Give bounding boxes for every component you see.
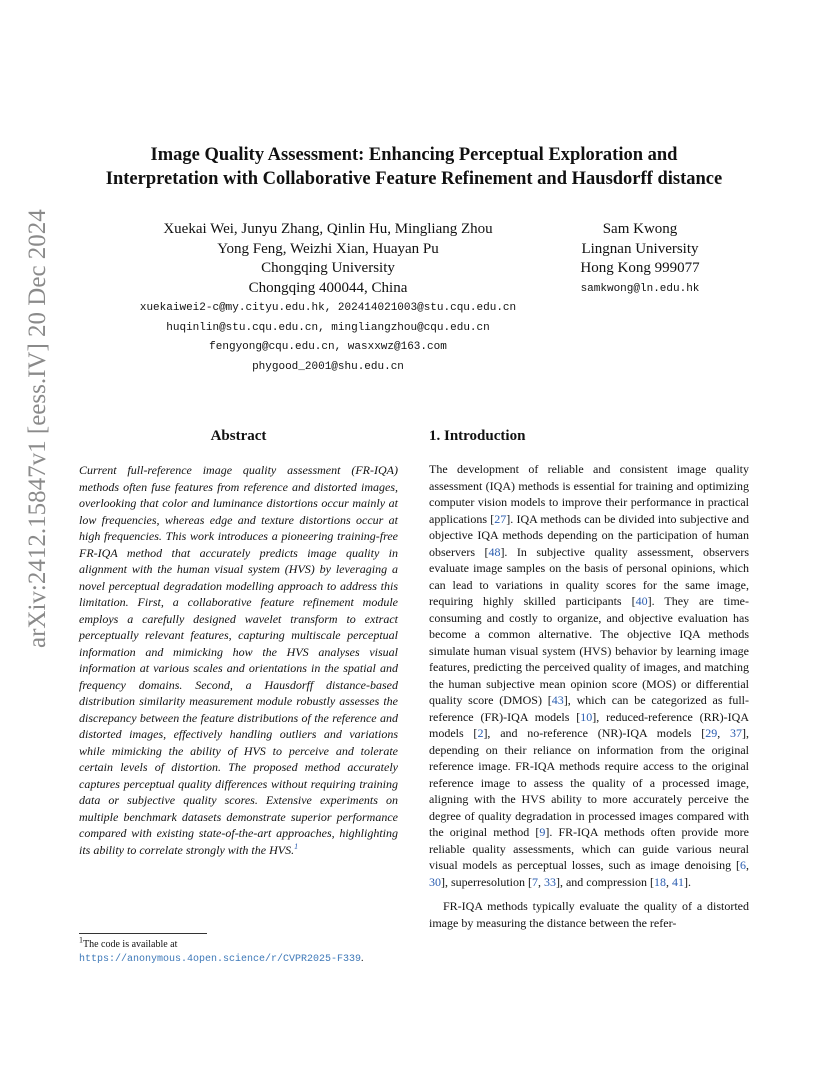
- citation-link[interactable]: 18: [653, 874, 666, 889]
- citation-link[interactable]: 41: [671, 874, 684, 889]
- introduction-text-segment: The development of reliable and consistent image quality assessment (IQA) methods is essential for training and optimizing computer vision models to improve their performance in practical applications [: [429, 462, 749, 526]
- introduction-body: [429, 461, 749, 931]
- introduction-text-segment: ]. IQA methods can be divided into subjective and objective IQA methods depending on the participation of human observers [: [429, 511, 749, 559]
- author-block-main: [120, 220, 536, 298]
- footnote-mark: 1: [79, 935, 83, 945]
- introduction-heading: 1. Introduction: [429, 428, 526, 444]
- paper-title: [60, 143, 768, 191]
- side-author-email: samkwong@ln.edu.hk: [580, 282, 700, 295]
- citation-link[interactable]: 7: [531, 874, 538, 889]
- introduction-text-segment: ], reduced-reference (RR)-IQA models [: [429, 709, 749, 740]
- email-line-1: xuekaiwei2-c@my.cityu.edu.hk, 202414021003@stu.cqu.edu.cn: [139, 302, 517, 314]
- introduction-text-segment: ], and no-reference (NR)-IQA models [: [483, 726, 706, 740]
- citation-link[interactable]: 2: [477, 726, 484, 740]
- introduction-text-segment: ], depending on their reliance on information from the original reference image. FR-IQA methods require access to the original reference image to assess the quality of a processed image, aligning with the HVS ability to more accurately perceive the degree of quality degradation in processed images compared with the original method [: [429, 726, 750, 839]
- introduction-text-segment: ], which can be categorized as full-reference (FR)-IQA models [: [429, 693, 749, 724]
- introduction-text-segment: ]. In subjective quality assessment, observers evaluate image samples on the basis of personal opinions, which can lead to variations in quality scores for the same image, requiring highly skilled participants [: [429, 544, 749, 608]
- author-names-line-2: Yong Feng, Weizhi Xian, Huayan Pu: [217, 240, 439, 257]
- introduction-text-segment: ,: [717, 726, 731, 740]
- code-link[interactable]: https://anonymous.4open.science/r/CVPR2025-F339: [79, 954, 362, 965]
- title-line-2: Interpretation with Collaborative Feature Refinement and Hausdorff distance: [105, 169, 723, 189]
- introduction-paragraph-1: [429, 461, 749, 890]
- citation-link[interactable]: 43: [551, 693, 564, 707]
- introduction-text-segment: ], and compression [: [555, 874, 654, 889]
- left-column: [79, 427, 398, 858]
- citation-link[interactable]: 27: [494, 511, 507, 526]
- title-line-1: Image Quality Assessment: Enhancing Perceptual Exploration and: [150, 145, 678, 165]
- citation-link[interactable]: 9: [539, 825, 546, 839]
- author-emails: [100, 299, 556, 377]
- citation-link[interactable]: 6: [740, 858, 746, 872]
- author-names-line-1: Xuekai Wei, Junyu Zhang, Qinlin Hu, Mingliang Zhou: [163, 221, 493, 237]
- citation-link[interactable]: 29: [705, 726, 718, 740]
- side-author-name: Sam Kwong: [602, 221, 678, 237]
- author-block-side: [560, 220, 720, 299]
- abstract-footnote-mark[interactable]: 1: [294, 841, 299, 851]
- footnote-text: The code is available at: [83, 939, 178, 950]
- introduction-text-segment: ], superresolution [: [441, 874, 532, 889]
- footnote-end: .: [361, 953, 364, 964]
- affiliation-name: Chongqing University: [261, 260, 395, 276]
- side-affiliation-name: Lingnan University: [581, 240, 699, 257]
- footnote: [79, 933, 398, 967]
- footnote-rule: [79, 933, 207, 934]
- email-line-4: phygood_2001@shu.edu.cn: [252, 360, 404, 373]
- introduction-text-segment: ,: [537, 874, 544, 889]
- abstract-body: [79, 462, 398, 858]
- introduction-text-segment: ,: [746, 858, 749, 872]
- citation-link[interactable]: 37: [730, 726, 743, 740]
- introduction-paragraph-2: FR-IQA methods typically evaluate the quality of a distorted image by measuring the distance between the refer-: [429, 899, 749, 930]
- side-affiliation-address: Hong Kong 999077: [580, 260, 700, 276]
- introduction-text-segment: ]. FR-IQA methods often provide more reliable quality assessments, which can guide various neural visual models as perceptual losses, such as image denoising [: [429, 825, 749, 872]
- introduction-text-segment: ,: [665, 874, 672, 889]
- arxiv-identifier: arXiv:2412.15847v1 [eess.IV] 20 Dec 2024: [24, 209, 51, 648]
- citation-link[interactable]: 10: [580, 709, 593, 724]
- abstract-heading: Abstract: [210, 428, 267, 444]
- introduction-text-segment: ].: [683, 874, 691, 889]
- introduction-text-segment: ]. They are time-consuming and costly to organize, and objective evaluation has become a common alternative. The objective IQA methods simulate human visual system (HVS) behavior by learning image features, predicting the perceived quality of images, and matching the human subjective mean opinion score (MOS) or differential quality score (DMOS) [: [429, 594, 749, 707]
- right-column: [429, 427, 749, 931]
- citation-link[interactable]: 48: [488, 544, 501, 559]
- email-line-3: fengyong@cqu.edu.cn, wasxxwz@163.com: [209, 341, 447, 353]
- affiliation-address: Chongqing 400044, China: [248, 279, 408, 296]
- email-line-2: huqinlin@stu.cqu.edu.cn, mingliangzhou@cqu.edu.cn: [166, 321, 490, 334]
- abstract-text: Current full-reference image quality assessment (FR-IQA) methods often fuse features from reference and distorted images, overlooking that color and luminance distortions occur mainly at low frequencies, whereas edge and texture distortions occur at high frequencies. This work introduces a pioneering training-free FR-IQA method that accurately predicts image quality in alignment with the human visual system (HVS) by leveraging a novel perceptual degradation modelling approach to address this limitation. First, a collaborative feature refinement module employs a carefully designed wavelet transform to extract perceptually relevant features, capturing multiscale perceptual information and mimicking how the HVS analyses visual information at various scales and orientations in the spatial and frequency domains. Second, a Hausdorff distance-based distribution similarity measurement module robustly assesses the discrepancy between the feature distributions of the reference and distorted images, effectively handling outliers and variations while mimicking the ability of HVS to perceive and tolerate certain levels of distortion. The proposed method accurately captures perceptual quality differences without requiring training data or subjective quality scores. Extensive experiments on multiple benchmark datasets demonstrate superior performance compared with existing state-of-the-art approaches, highlighting its ability to correlate strongly with the HVS.: [79, 463, 398, 857]
- citation-link[interactable]: 30: [429, 874, 441, 889]
- citation-link[interactable]: 33: [543, 874, 556, 889]
- citation-link[interactable]: 40: [635, 594, 648, 608]
